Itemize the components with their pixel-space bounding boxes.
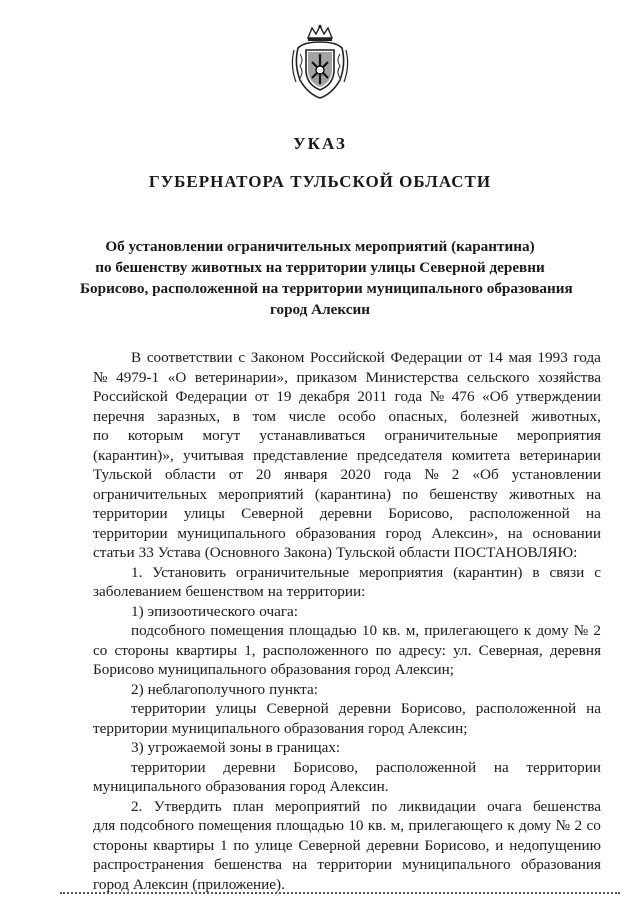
body-line: Российской Федерации от 19 декабря 2011 года № 476 «Об утверждении (93, 388, 601, 405)
body-line: № 4979-1 «О ветеринарии», приказом Министерства сельского хозяйства (93, 368, 601, 386)
body-line: 2) неблагополучного пункта: (131, 680, 318, 698)
body-line: Борисово муниципального образования город Алексин; (93, 661, 454, 678)
subject-line: город Алексин (269, 301, 371, 318)
body-line: статьи 33 Устава (Основного Закона) Тульской области ПОСТАНОВЛЯЮ: (93, 544, 578, 561)
document-type-title: УКАЗ (293, 134, 347, 153)
body-line: распространения бешенства на территории муниципального образования (93, 856, 601, 873)
body-line: по которым могут устанавливаться ограничительные мероприятия (93, 427, 601, 444)
issuer-title: ГУБЕРНАТОРА ТУЛЬСКОЙ ОБЛАСТИ (148, 172, 492, 191)
decree-body (93, 348, 601, 894)
body-line: 1) эпизоотического очага: (131, 602, 299, 620)
body-line: подсобного помещения площадью 10 кв. м, прилегающего к дому № 2 (131, 622, 601, 639)
body-line: территории муниципального образования город Алексин; (93, 719, 468, 737)
body-line: муниципального образования город Алексин. (93, 778, 389, 795)
body-line: ограничительных мероприятий (карантина) по бешенству животных на (93, 485, 601, 503)
body-line: со стороны квартиры 1, расположенного по адресу: ул. Северная, деревня (93, 641, 601, 659)
body-line: территории улицы Северной деревни Борисово, расположенной на (93, 505, 601, 522)
subject-line: Борисово, расположенной на территории муниципального образования (80, 280, 573, 297)
body-line: 3) угрожаемой зоны в границах: (131, 739, 341, 756)
body-line: Тульской области от 20 января 2020 года № 2 «Об установлении (93, 466, 601, 483)
subject-line: по бешенству животных на территории улицы Северной деревни (95, 259, 545, 276)
body-line: В соответствии с Законом Российской Федерации от 14 мая 1993 года (131, 349, 601, 366)
subject-line: Об установлении ограничительных мероприятий (карантина) (105, 238, 535, 255)
body-line: заболеванием бешенством на территории: (93, 583, 366, 600)
body-line: территории улицы Северной деревни Борисово, расположенной на (131, 700, 601, 717)
page-bottom-divider (60, 892, 620, 896)
body-line: стороны квартиры 1 по улице Северной деревни Борисово, и недопущению (93, 836, 601, 854)
body-line: 2. Утвердить план мероприятий по ликвидации очага бешенства (131, 797, 601, 815)
decree-subject (80, 236, 573, 320)
body-line: перечня заразных, в том числе особо опасных, болезней животных, (93, 407, 601, 425)
body-line: территории муниципального образования город Алексин», на основании (93, 524, 601, 542)
coat-of-arms-icon (288, 24, 352, 100)
body-line: город Алексин (приложение). (93, 875, 285, 893)
body-line: (карантин)», учитывая представление председателя комитета ветеринарии (93, 446, 601, 464)
body-line: территории деревни Борисово, расположенной на территории (131, 758, 601, 776)
body-line: 1. Установить ограничительные мероприятия (карантин) в связи с (131, 563, 601, 581)
body-line: для подсобного помещения площадью 10 кв. м, прилегающего к дому № 2 со (93, 817, 601, 834)
